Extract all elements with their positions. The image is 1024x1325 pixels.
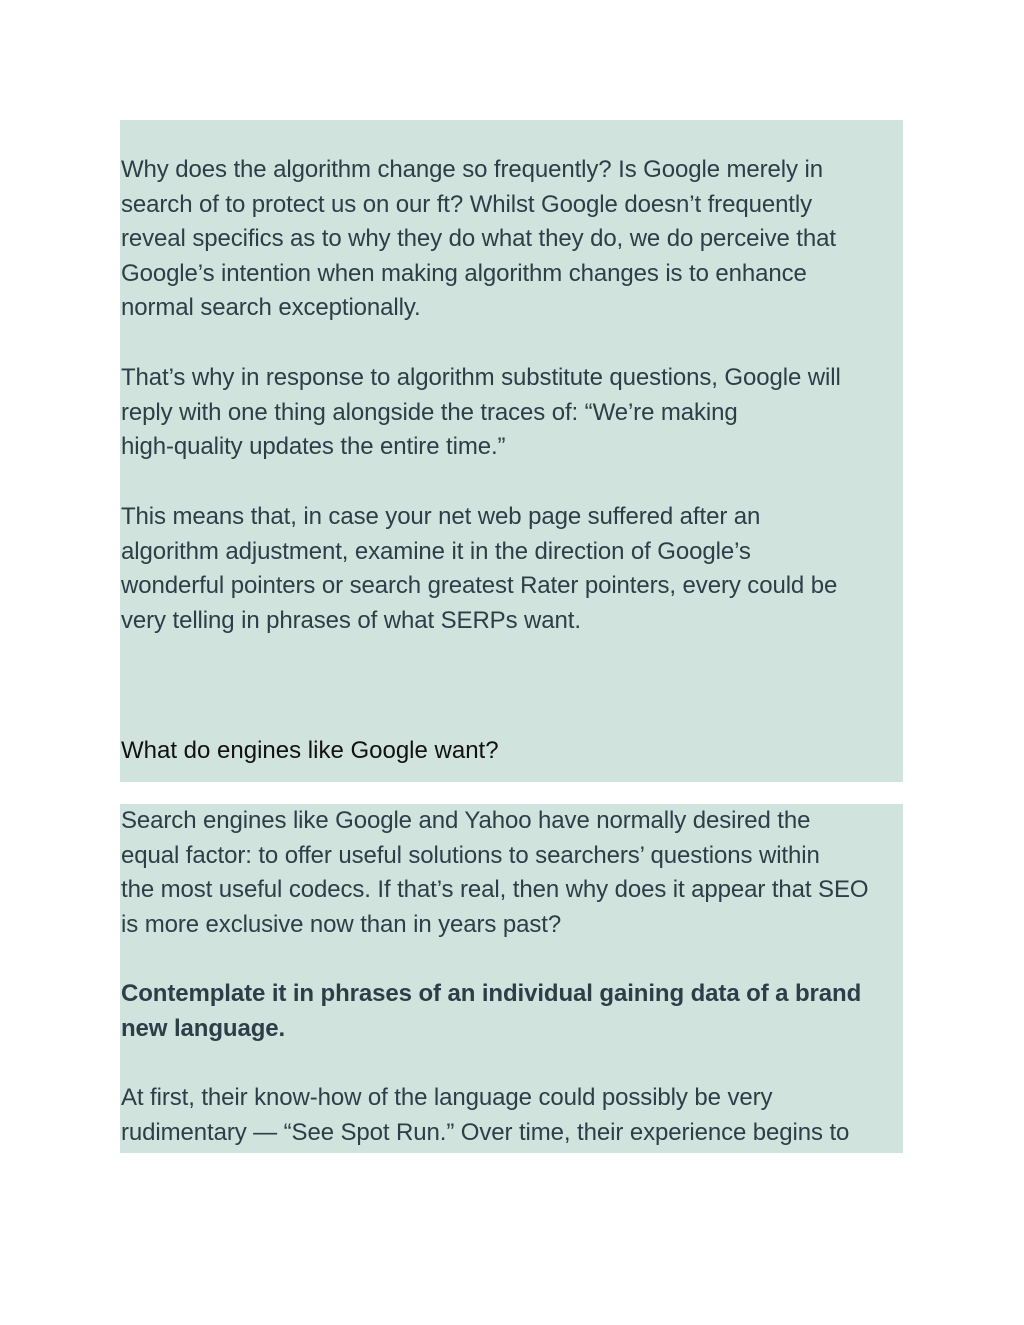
paragraph-algorithm-adjustment: This means that, in case your net web page suffered after an algorithm adjustment, examine it in the direction of Google’s wonderful pointers or search greatest Rater pointers, every could be very telling in phrases of what SERPs want. — [121, 503, 838, 634]
paragraph-language-learning: At first, their know-how of the language could possibly be very rudimentary — “See Spot Run.” Over time, their experience begins to — [121, 1084, 850, 1146]
paragraph-algorithm-change: Why does the algorithm change so frequently? Is Google merely in search of to protect us on our ft? Whilst Google doesn’t frequently reveal specifics as to why they do what they do, we do perceive that Google’s intention when making algorithm changes is to enhance normal search exceptionally. — [121, 156, 836, 322]
content-block-2 — [120, 804, 903, 1153]
paragraph-search-engines: Search engines like Google and Yahoo have normally desired the equal factor: to offer useful solutions to searchers’ questions within the most useful codecs. If that’s real, then why does it appear that SEO is more exclusive now than in years past? — [121, 807, 869, 938]
paragraph-language-analogy-bold: Contemplate it in phrases of an individual gaining data of a brand new language. — [121, 980, 862, 1042]
content-block-1 — [120, 120, 903, 782]
section-heading: What do engines like Google want? — [121, 737, 499, 764]
paragraph-google-response: That’s why in response to algorithm substitute questions, Google will reply with one thing alongside the traces of: “We’re making high-quality updates the entire time.” — [121, 364, 841, 461]
